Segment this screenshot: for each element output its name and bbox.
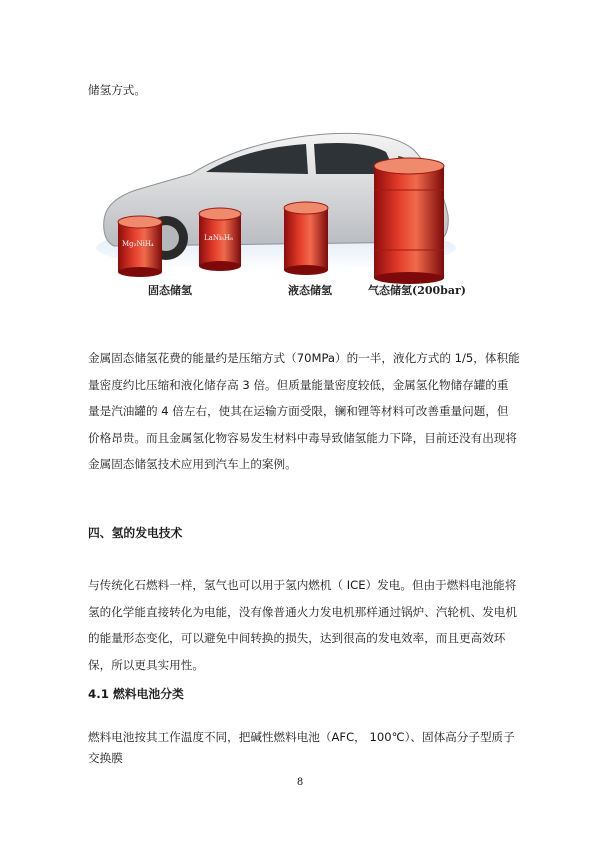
hydrogen-storage-figure (96, 110, 464, 310)
paragraph-fuel-cell-types: 燃料电池按其工作温度不同，把碱性燃料电池（AFC， 100℃）、固体高分子型质子交换膜 (88, 730, 515, 765)
lead-text: 储氢方式。 (88, 83, 146, 97)
subsection-heading-fuel-cell: 4.1 燃料电池分类 (88, 687, 184, 701)
car-with-tanks-illustration (96, 110, 464, 310)
caption-gas: 气态储氢(200bar) (368, 284, 466, 297)
paragraph-power-generation: 与传统化石燃料一样，氢气也可以用于氢内燃机（ ICE）发电。但由于燃料电池能将氢的化学能直接转化为电能，没有像普通火力发电机那样通过锅炉、汽轮机、发电机的能量形态变化，可以避免中间转换的损失，达到很高的发电效率，而且更高效环保，所以更具实用性。 (88, 578, 517, 672)
tank-label-lani5h6: LaNi₅H₆ (204, 234, 233, 242)
caption-solid: 固态储氢 (148, 284, 192, 297)
tank-label-mg2nih4: Mg₂NiH₄ (122, 240, 154, 248)
page-number: 8 (296, 777, 304, 788)
paragraph-metal-storage: 金属固态储氢花费的能量约是压缩方式（70MPa）的一半，液化方式的 1/5，体积能量密度约比压缩和液化储存高 3 倍。但质量能量密度较低，金属氢化物储存罐的重量是汽油罐的 4 倍左右，使其在运输方面受限，镧和锂等材料可改善重量问题，但价格昂贵。而且金属氢化物容易发生材料中毒导致储氢能力下降，目前还没有出现将金属固态储氢技术应用到汽车上的案例。 (88, 351, 520, 471)
tank-medium (284, 202, 328, 275)
caption-liquid: 液态储氢 (288, 284, 332, 297)
tank-large (374, 158, 444, 284)
section-heading-power-generation: 四、氢的发电技术 (88, 526, 183, 540)
